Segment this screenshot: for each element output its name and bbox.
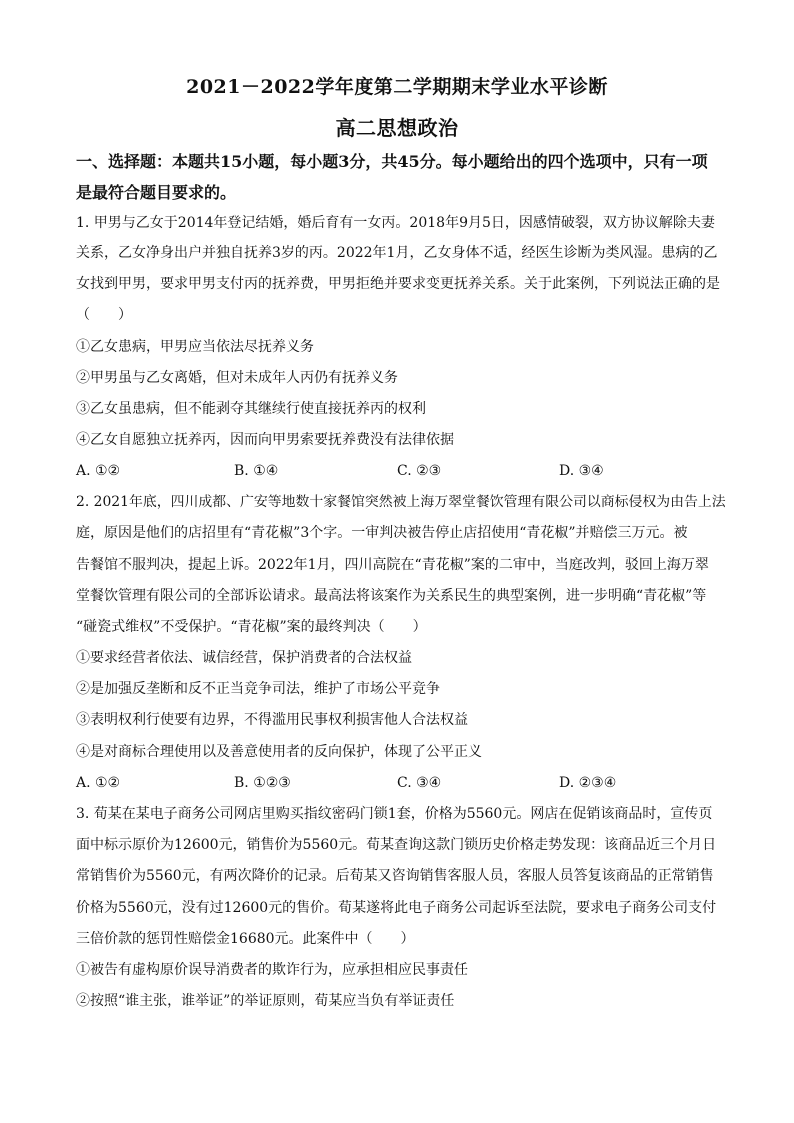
q1-option-b[interactable]: B. ①④ xyxy=(234,463,279,479)
q2-option-b[interactable]: B. ①②③ xyxy=(234,775,291,791)
q2-option-c[interactable]: C. ③④ xyxy=(397,775,442,791)
q1-statement: ③乙女虽患病，但不能剥夺其继续行使直接抚养丙的权利 xyxy=(76,401,426,417)
q2-stem-line: 庭，原因是他们的店招里有“青花椒”3个字。一审判决被告停止店招使用“青花椒”并赔偿三万元。被 xyxy=(76,525,688,541)
q3-statement: ②按照“谁主张，谁举证”的举证原则，荀某应当负有举证责任 xyxy=(76,993,455,1009)
q3-stem-line: 三倍价款的惩罚性赔偿金16680元。此案件中（ ） xyxy=(76,931,415,947)
q2-stem-line: 告餐馆不服判决，提起上诉。2022年1月，四川高院在“青花椒”案的二审中，当庭改判，驳回上海万翠 xyxy=(76,557,709,573)
q3-statement: ①被告有虚构原价误导消费者的欺诈行为，应承担相应民事责任 xyxy=(76,962,468,978)
q1-statement: ①乙女患病，甲男应当依法尽抚养义务 xyxy=(76,339,314,355)
q2-statement: ①要求经营者依法、诚信经营，保护消费者的合法权益 xyxy=(76,650,412,666)
exam-subtitle: 高二思想政治 xyxy=(335,116,459,140)
q2-statement: ②是加强反垄断和反不正当竞争司法，维护了市场公平竞争 xyxy=(76,681,440,697)
q2-stem-line: 堂餐饮管理有限公司的全部诉讼请求。最高法将该案作为关系民生的典型案例，进一步明确“青花椒”等 xyxy=(76,588,707,604)
q2-stem-line: “碰瓷式维权”不受保护。“青花椒”案的最终判决（ ） xyxy=(76,619,427,635)
q3-stem-line: 常销售价为5560元，有两次降价的记录。后荀某又咨询销售客服人员，客服人员答复该商品的正常销售 xyxy=(76,868,714,884)
q1-statement: ②甲男虽与乙女离婚，但对未成年人丙仍有抚养义务 xyxy=(76,370,398,386)
q1-statement: ④乙女自愿独立抚养丙，因而向甲男索要抚养费没有法律依据 xyxy=(76,432,454,448)
q1-stem-line: 1. 甲男与乙女于2014年登记结婚，婚后育有一女丙。2018年9月5日，因感情破裂，双方协议解除夫妻 xyxy=(76,215,715,231)
q3-stem-line: 3. 荀某在某电子商务公司网店里购买指纹密码门锁1套，价格为5560元。网店在促销该商品时，宣传页 xyxy=(76,806,713,822)
q1-stem-line: （ ） xyxy=(76,307,132,323)
q1-option-c[interactable]: C. ②③ xyxy=(397,463,442,479)
q2-option-a[interactable]: A. ①② xyxy=(76,775,121,791)
q1-stem-line: 关系，乙女净身出户并独自抚养3岁的丙。2022年1月，乙女身体不适，经医生诊断为类风湿。患病的乙 xyxy=(76,245,718,261)
q3-stem-line: 面中标示原价为12600元，销售价为5560元。荀某查询这款门锁历史价格走势发现：该商品近三个月日 xyxy=(76,837,717,853)
q1-stem-line: 女找到甲男，要求甲男支付丙的抚养费，甲男拒绝并要求变更抚养关系。关于此案例，下列说法正确的是 xyxy=(76,276,720,292)
section-heading-line-1: 一、选择题：本题共15小题，每小题3分，共45分。每小题给出的四个选项中，只有一项 xyxy=(76,152,708,171)
q2-statement: ④是对商标合理使用以及善意使用者的反向保护，体现了公平正义 xyxy=(76,744,482,760)
q3-stem-line: 价格为5560元，没有过12600元的售价。荀某遂将此电子商务公司起诉至法院，要求电子商务公司支付 xyxy=(76,900,717,916)
q1-option-a[interactable]: A. ①② xyxy=(76,463,121,479)
q2-option-d[interactable]: D. ②③④ xyxy=(559,775,617,791)
q1-option-d[interactable]: D. ③④ xyxy=(559,463,604,479)
exam-title: 2021－2022学年度第二学期期末学业水平诊断 xyxy=(186,76,608,98)
q2-statement: ③表明权利行使要有边界，不得滥用民事权利损害他人合法权益 xyxy=(76,712,468,728)
q2-stem-line: 2. 2021年底，四川成都、广安等地数十家餐馆突然被上海万翠堂餐饮管理有限公司以商标侵权为由告上法 xyxy=(76,494,726,510)
section-heading-line-2: 是最符合题目要求的。 xyxy=(76,183,237,202)
